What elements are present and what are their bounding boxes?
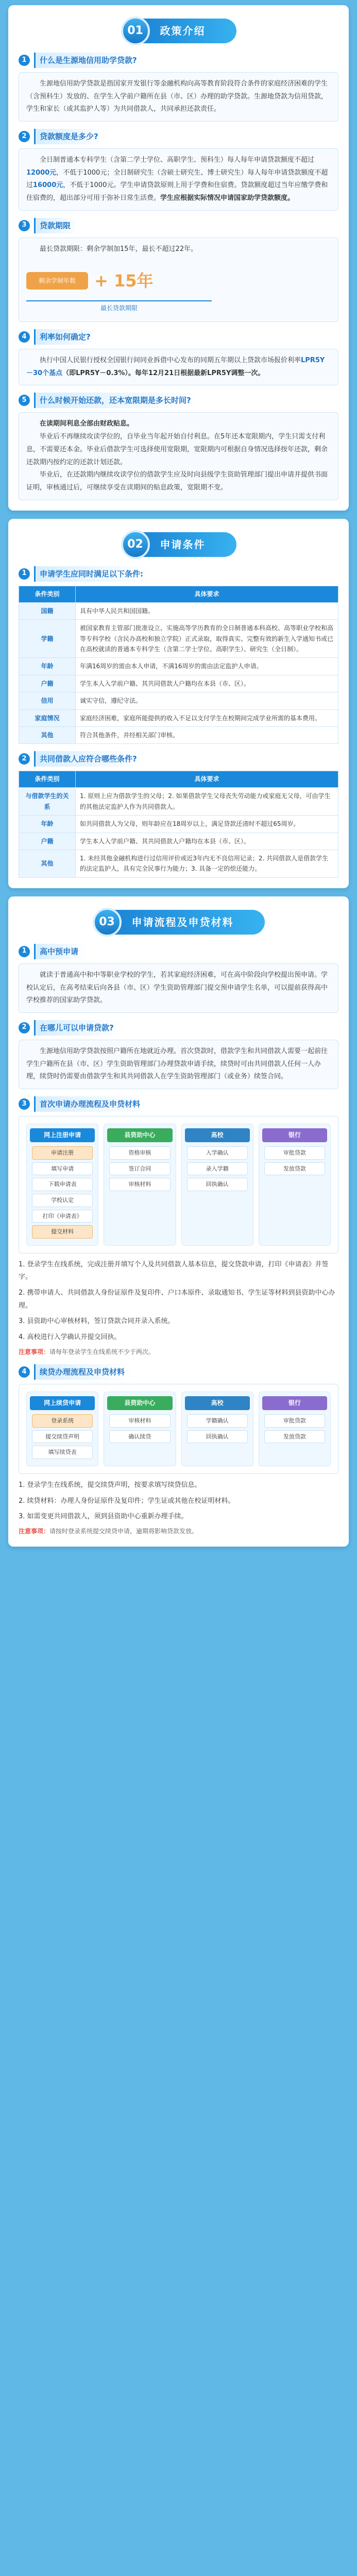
lane-step: 入学确认 xyxy=(187,1146,248,1160)
lane-title: 银行 xyxy=(262,1396,327,1410)
condition-key: 年龄 xyxy=(19,816,76,833)
lane-step: 发放贷款 xyxy=(264,1162,325,1176)
section-index: 4 xyxy=(19,1366,30,1378)
flow-lane xyxy=(259,1124,331,1246)
note-label: 注意事项： xyxy=(19,1348,50,1355)
table-row xyxy=(19,620,338,658)
flow-lane xyxy=(104,1392,176,1466)
lane-step: 回执确认 xyxy=(187,1430,248,1444)
lane-step: 打印《申请表》 xyxy=(32,1210,93,1223)
chapter-2-title: 申请条件 xyxy=(143,532,236,557)
table-row xyxy=(19,602,338,619)
policy-section-3-heading xyxy=(19,218,338,233)
lane-step: 审核材料 xyxy=(109,1414,170,1428)
section-index: 1 xyxy=(19,55,30,66)
list-item: 2. 携带申请人、共同借款人身份证原件及复印件、户口本原件、录取通知书、学生证等材料到县资助中心办理。 xyxy=(19,1289,335,1310)
condition-value: 符合其他条件，并经相关部门审核。 xyxy=(76,726,338,743)
condition-key: 家庭情况 xyxy=(19,709,76,726)
lane-step: 学籍确认 xyxy=(187,1414,248,1428)
section-title: 什么时候开始还款，还本宽限期是多长时间? xyxy=(34,393,199,408)
section-title: 在哪儿可以申请贷款? xyxy=(34,1020,122,1036)
section-index: 3 xyxy=(19,1098,30,1110)
lane-step: 签订合同 xyxy=(109,1162,170,1176)
condition-value: 具有中华人民共和国国籍。 xyxy=(76,602,338,619)
list-item: 3. 如需变更共同借款人，须到县资助中心重新办理手续。 xyxy=(19,1513,188,1521)
lane-step: 回执确认 xyxy=(187,1178,248,1191)
condition-key: 其他 xyxy=(19,850,76,878)
policy-section-1-heading xyxy=(19,53,338,68)
flow-lane xyxy=(259,1392,331,1466)
lane-title: 网上注册申请 xyxy=(30,1128,95,1142)
lane-title: 高校 xyxy=(185,1128,250,1142)
policy-section-5-body xyxy=(19,412,338,500)
chapter-2-header xyxy=(19,530,338,559)
section-index: 1 xyxy=(19,568,30,580)
chapter-1-number: 01 xyxy=(121,16,150,45)
list-item: 1. 登录学生在线系统，提交续贷声明，按要求填写续贷信息。 xyxy=(19,1481,201,1489)
flow-lane xyxy=(181,1392,253,1466)
chapter-1-card xyxy=(8,5,349,511)
section-text-a: 在读期间利息全部由财政贴息。 xyxy=(40,420,134,428)
note-label: 注意事项： xyxy=(19,1528,50,1535)
process-section-2-heading xyxy=(19,1020,338,1036)
conditions-section-2-heading xyxy=(19,751,338,767)
lane-step: 录入学籍 xyxy=(187,1162,248,1176)
loan-period-graphic xyxy=(26,256,331,317)
section-index: 1 xyxy=(19,946,30,957)
policy-section-2-heading xyxy=(19,129,338,144)
condition-value: 1. 未经其他金融机构进行过信用评价或近3年内无不良信用记录；2. 共同借款人是借款学生的法定监护人，具有完全民事行为能力；3. 具备一定的偿还能力。 xyxy=(76,850,338,878)
lane-step: 登录系统 xyxy=(32,1414,93,1428)
section-index: 5 xyxy=(19,395,30,406)
process-section-1-heading xyxy=(19,944,338,959)
table-row xyxy=(19,833,338,850)
lane-step: 填写申请 xyxy=(32,1162,93,1176)
amount-undergrad: 12000元 xyxy=(26,168,57,177)
student-conditions-table xyxy=(19,586,338,744)
lane-step: 审批贷款 xyxy=(264,1414,325,1428)
flow-lane xyxy=(26,1124,98,1246)
lane-title: 网上续贷申请 xyxy=(30,1396,95,1410)
table-row xyxy=(19,726,338,743)
list-item: 4. 高校进行入学确认并提交回执。 xyxy=(19,1333,121,1342)
condition-key: 信用 xyxy=(19,692,76,709)
lane-step: 下载申请表 xyxy=(32,1178,93,1191)
table-row xyxy=(19,692,338,709)
text-part-d: 学生应根据实际情况申请国家助学贷款额度。 xyxy=(160,194,295,202)
chapter-1-header xyxy=(19,16,338,45)
condition-value: 诚实守信，遵纪守法。 xyxy=(76,692,338,709)
first-apply-steps xyxy=(19,1259,338,1344)
section-index: 2 xyxy=(19,131,30,142)
list-item: 3. 县资助中心审核材料，签订贷款合同并录入系统。 xyxy=(19,1317,175,1326)
condition-key: 户籍 xyxy=(19,833,76,850)
conditions-section-1-heading xyxy=(19,566,338,582)
note-text: 请每年登录学生在线系统不少于两次。 xyxy=(49,1348,155,1355)
condition-value: 被国家教育主管部门批准设立、实施高等学历教育的全日制普通本科高校、高等职业学校和高等专科学校（含民办高校和独立学院）正式录取，取得真实、完整有效的新生入学通知书或已在高校就读的普通本专科学生（含第二学士学位、高职学生）、研究生（全日制）。 xyxy=(76,620,338,658)
lane-title: 县资助中心 xyxy=(107,1128,172,1142)
amount-graduate: 16000元 xyxy=(33,181,63,190)
condition-value: 如共同借款人为父母，则年龄应在18周岁以上，满足贷款还清时不超过65周岁。 xyxy=(76,816,338,833)
lane-step: 填写续贷表 xyxy=(32,1446,93,1459)
table-row xyxy=(19,816,338,833)
section-title: 申请学生应同时满足以下条件: xyxy=(34,566,151,582)
table-header-requirement: 具体要求 xyxy=(76,586,338,602)
policy-section-4-body xyxy=(19,349,338,385)
condition-key: 其他 xyxy=(19,726,76,743)
lane-step: 审核材料 xyxy=(109,1178,170,1191)
chapter-3-title: 申请流程及申贷材料 xyxy=(114,910,265,935)
condition-key: 年龄 xyxy=(19,658,76,675)
chapter-2-number: 02 xyxy=(121,530,150,559)
policy-section-2-body xyxy=(19,148,338,211)
period-row xyxy=(26,265,331,297)
note-text: 请按时登录系统提交续贷申请，逾期将影响贷款发放。 xyxy=(49,1528,198,1535)
text-part-b: ，不低于1000元；全日制研究生（含硕士研究生、博士研究生）每人每年申请贷款额度不超过 xyxy=(26,168,328,190)
section-title: 高中预申请 xyxy=(34,944,87,959)
lane-step: 发放贷款 xyxy=(264,1430,325,1444)
table-row xyxy=(19,658,338,675)
section-title: 贷款额度是多少? xyxy=(34,129,107,144)
table-row xyxy=(19,709,338,726)
chapter-3-card xyxy=(8,896,349,1547)
table-row xyxy=(19,788,338,816)
section-title: 贷款期限 xyxy=(34,218,79,233)
text-part-b: （即LPR5Y－0.3%）。每年12月21日根据最新LPR5Y调整一次。 xyxy=(62,369,265,377)
lane-step: 确认续贷 xyxy=(109,1430,170,1444)
plus-fifteen: + 15年 xyxy=(94,270,154,291)
table-header-requirement: 具体要求 xyxy=(76,771,338,788)
lane-title: 县资助中心 xyxy=(107,1396,172,1410)
condition-key: 与借款学生的关系 xyxy=(19,788,76,816)
section-title: 什么是生源地信用助学贷款? xyxy=(34,53,145,68)
lane-step: 资格审核 xyxy=(109,1146,170,1160)
section-text: 最长贷款期限：剩余学制加15年，最长不超过22年。 xyxy=(40,245,198,253)
text-part-a: 执行中国人民银行授权全国银行间同业拆借中心发布的同期五年期以上贷款市场报价利率 xyxy=(40,357,301,365)
condition-value: 学生本人入学前户籍、其共同借款人户籍均在本县（市、区）。 xyxy=(76,675,338,692)
condition-key: 户籍 xyxy=(19,675,76,692)
remaining-years-pill: 剩余学制年数 xyxy=(26,272,88,290)
section-text xyxy=(26,354,331,380)
renewal-note xyxy=(19,1527,338,1536)
chapter-3-header xyxy=(19,908,338,937)
policy-section-4-heading xyxy=(19,329,338,345)
lane-step: 提交材料 xyxy=(32,1225,93,1239)
condition-value: 1. 原则上应为借款学生的父母；2. 如果借款学生父母丧失劳动能力或家庭无父母，可由学生的其他法定监护人作为共同借款人。 xyxy=(76,788,338,816)
condition-value: 家庭经济困难，家庭所能提供的收入不足以支付学生在校期间完成学业所需的基本费用。 xyxy=(76,709,338,726)
max-period-label: 最长贷款期限 xyxy=(26,300,212,314)
lane-step: 提交续贷声明 xyxy=(32,1430,93,1444)
section-text: 生源地信用助学贷款按照户籍所在地就近办理。首次贷款时，借款学生和共同借款人需要一起前往学生户籍所在县（市、区）学生资助管理部门办理贷款申请手续，续贷时可由共同借款人任何一人办理，续贷时仍需要由借款学生和其共同借款人在学生资助管理部门（或业务）续签合同。 xyxy=(26,1047,328,1081)
chapter-1-title: 政策介绍 xyxy=(143,19,236,43)
chapter-2-card xyxy=(8,519,349,888)
condition-value: 年满16周岁的需由本人申请，不满16周岁的需由法定监护人申请。 xyxy=(76,658,338,675)
section-text: 就读于普通高中和中等职业学校的学生，若其家庭经济困难，可在高中阶段向学校提出预申请。学校认定后，在高考结束后向各县（市、区）学生资助管理部门提交预申请学生名单，可以提前获得高中学校推荐的国家助学贷款。 xyxy=(26,971,328,1005)
condition-key: 国籍 xyxy=(19,602,76,619)
first-apply-flow-diagram xyxy=(19,1116,338,1253)
section-index: 2 xyxy=(19,753,30,765)
section-index: 2 xyxy=(19,1022,30,1033)
co-borrower-conditions-table xyxy=(19,771,338,878)
first-apply-note xyxy=(19,1347,338,1357)
section-text: 生源地信用助学贷款是指国家开发银行等金融机构向高等教育阶段符合条件的家庭经济困难的学生（含预科生）发放的、在学生入学前户籍所在县（市、区）办理的助学贷款。生源地贷款为信用贷款，学生和家长（或其监护人等）为共同借款人，共同承担还款责任。 xyxy=(26,80,328,113)
rate-formula: LPR5Y－30个基点 xyxy=(26,357,325,377)
table-header-row xyxy=(19,771,338,788)
condition-key: 学籍 xyxy=(19,620,76,658)
section-title: 利率如何确定? xyxy=(34,329,99,345)
list-item: 2. 续贷材料：办理人身份证原件及复印件；学生证或其他在校证明材料。 xyxy=(19,1497,235,1505)
policy-section-3-body xyxy=(19,238,338,322)
flow-lane xyxy=(26,1392,98,1466)
text-part-a: 全日制普通本专科学生（含第二学士学位、高职学生、预科生）每人每年申请贷款额度不超过 xyxy=(40,156,315,164)
table-header-category: 条件类别 xyxy=(19,586,76,602)
renewal-steps xyxy=(19,1479,338,1523)
process-section-4-heading xyxy=(19,1364,338,1380)
process-section-3-heading xyxy=(19,1096,338,1112)
lane-title: 银行 xyxy=(262,1128,327,1142)
chapter-3-number: 03 xyxy=(93,908,122,937)
process-section-1-body xyxy=(19,963,338,1013)
policy-section-5-heading xyxy=(19,393,338,408)
text-part-c: ，不低于1000元。学生申请贷款原则上用于学费和住宿费。贷款额度超过当年应缴学费和住宿费的，超出部分可用于弥补日常生活费。 xyxy=(26,181,328,202)
section-index: 3 xyxy=(19,220,30,231)
table-row xyxy=(19,850,338,878)
table-header-row xyxy=(19,586,338,602)
flow-lane xyxy=(181,1124,253,1246)
table-row xyxy=(19,675,338,692)
lane-step: 学校认定 xyxy=(32,1194,93,1207)
lane-step: 审批贷款 xyxy=(264,1146,325,1160)
section-title: 首次申请办理流程及申贷材料 xyxy=(34,1096,148,1112)
lane-step: 申请注册 xyxy=(32,1146,93,1160)
section-index: 4 xyxy=(19,331,30,343)
list-item: 1. 登录学生在线系统，完成注册并填写个人及共同借款人基本信息，提交贷款申请，打印《申请表》并签字。 xyxy=(19,1260,329,1281)
renewal-flow-diagram xyxy=(19,1384,338,1474)
process-section-2-body xyxy=(19,1040,338,1089)
condition-value: 学生本人入学前户籍、其共同借款人户籍均在本县（市、区）。 xyxy=(76,833,338,850)
lane-title: 高校 xyxy=(185,1396,250,1410)
section-text-b: 毕业后不再继续攻读学位的，自毕业当年起开始自付利息。在5年还本宽限期内，学生只需支付利息，不需要还本金。毕业后借款学生可选择使用宽限期，宽限期内可根据自身情况选择按年还款，剩余还款期内按约定的还款计划还款。 xyxy=(26,433,328,466)
flow-lane xyxy=(104,1124,176,1246)
section-title: 续贷办理流程及申贷材料 xyxy=(34,1364,133,1380)
section-text xyxy=(26,154,331,205)
section-title: 共同借款人应符合哪些条件? xyxy=(34,751,145,767)
policy-section-1-body xyxy=(19,72,338,122)
section-text-c: 毕业后，在还款期内继续攻读学位的借款学生应及时向县级学生资助管理部门提出申请并提供书面证明，审核通过后，可继续享受在读期间的贴息政策，宽限期不变。 xyxy=(26,471,328,492)
table-header-category: 条件类别 xyxy=(19,771,76,788)
